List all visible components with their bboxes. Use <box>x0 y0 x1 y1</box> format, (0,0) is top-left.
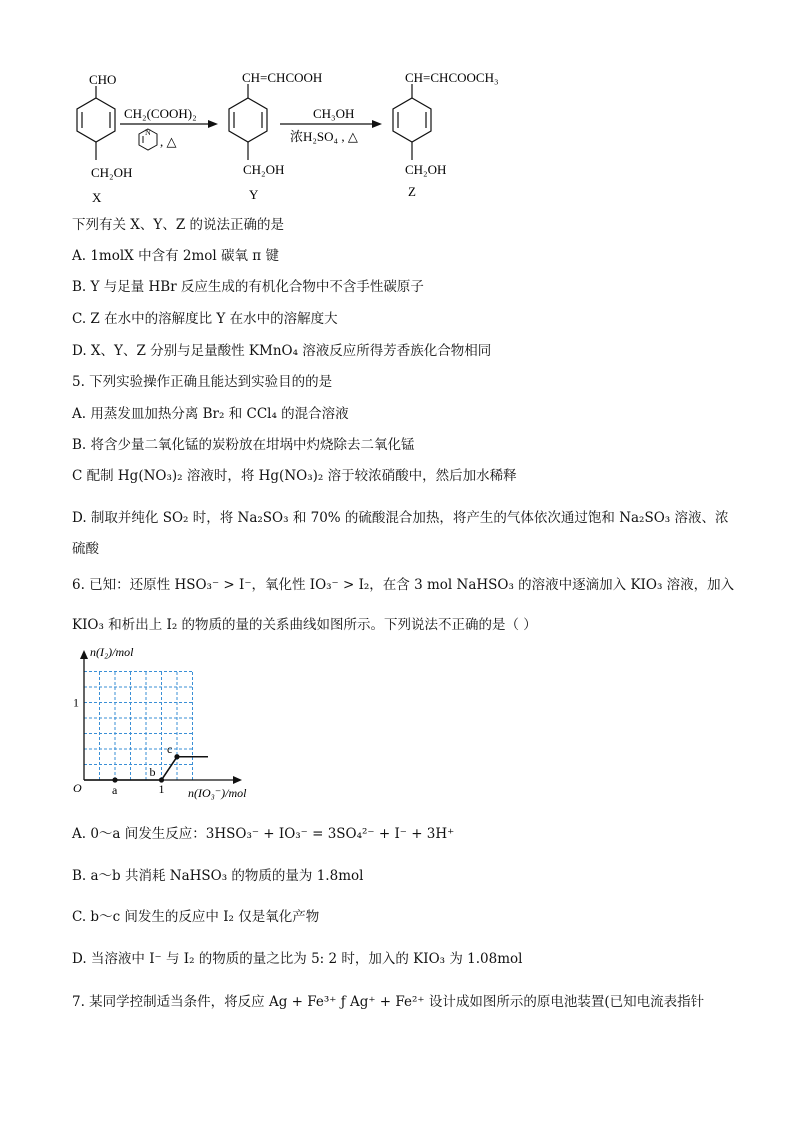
q4-option-c: C. Z 在水中的溶解度比 Y 在水中的溶解度大 <box>72 311 338 327</box>
q5-stem: 5. 下列实验操作正确且能达到实验目的的是 <box>72 374 333 390</box>
benzene-ring-x <box>77 86 115 160</box>
q6-option-c: C. b～c 间发生的反应中 I₂ 仅是氧化产物 <box>72 909 320 925</box>
chart-grid <box>84 672 193 781</box>
benzene-ring-y <box>229 84 267 160</box>
x-bottom-group: CH₂OH <box>91 165 133 180</box>
q5-option-b: B. 将含少量二氧化锰的炭粉放在坩埚中灼烧除去二氧化锰 <box>72 437 415 453</box>
point-label-b: b <box>149 765 156 779</box>
point-c <box>174 754 179 759</box>
q4-option-a: A. 1molX 中含有 2mol 碳氧 π 键 <box>72 248 279 264</box>
x-tick-label: 1 <box>158 782 165 796</box>
z-bottom-group: CH₂OH <box>405 162 447 177</box>
y-top-group: CH=CHCOOH <box>242 70 323 85</box>
point-label-c: c <box>167 741 173 756</box>
q6-stem-line1: 6. 已知：还原性 HSO₃⁻ > I⁻，氧化性 IO₃⁻ > I₂，在含 3 mol NaHSO₃ 的溶液中逐滴加入 KIO₃ 溶液，加入 <box>72 577 735 593</box>
y-tick-label: 1 <box>73 695 79 710</box>
reaction-scheme-drawing <box>0 0 794 210</box>
q5-option-c: C 配制 Hg(NO₃)₂ 溶液时，将 Hg(NO₃)₂ 溶于较浓硝酸中，然后加水稀释 <box>72 468 517 484</box>
reagent-2-top: CH₃OH <box>313 106 355 121</box>
q4-option-b: B. Y 与足量 HBr 反应生成的有机化合物中不含手性碳原子 <box>72 279 424 295</box>
y-bottom-group: CH₂OH <box>243 162 285 177</box>
q7-stem-line1: 7. 某同学控制适当条件，将反应 Ag + Fe³⁺ ƒ Ag⁺ + Fe²⁺ 设计成如图所示的原电池装置(已知电流表指针 <box>72 994 705 1010</box>
z-label: Z <box>408 184 416 199</box>
origin-label: O <box>73 781 82 795</box>
q6-option-a: A. 0～a 间发生反应：3HSO₃⁻ + IO₃⁻ = 3SO₄²⁻ + I⁻ + 3H⁺ <box>72 826 455 842</box>
i2-amount-chart <box>60 640 280 810</box>
reagent-2-bottom: 浓H₂SO₄ , △ <box>290 129 358 144</box>
q4-option-d: D. X、Y、Z 分别与足量酸性 KMnO₄ 溶液反应所得芳香族化合物相同 <box>72 343 492 359</box>
x-axis-label: n(IO₃⁻)/mol <box>188 786 247 800</box>
x-label: X <box>92 190 102 205</box>
q6-option-d: D. 当溶液中 I⁻ 与 I₂ 的物质的量之比为 5: 2 时，加入的 KIO₃ 为 1.08mol <box>72 951 523 967</box>
point-a <box>112 777 117 782</box>
q6-option-b: B. a～b 共消耗 NaHSO₃ 的物质的量为 1.8mol <box>72 868 364 884</box>
benzene-ring-z <box>393 84 431 160</box>
x-axis-arrow <box>233 776 242 784</box>
y-label: Y <box>249 187 259 202</box>
reagent-1-top: CH₂(COOH)₂ <box>124 106 197 121</box>
q4-stem: 下列有关 X、Y、Z 的说法正确的是 <box>72 217 284 233</box>
point-label-a: a <box>112 783 118 797</box>
z-top-group: CH=CHCOOCH₃ <box>405 70 499 85</box>
svg-text:N: N <box>145 128 151 137</box>
q5-option-d-line2: 硫酸 <box>72 541 99 557</box>
q5-option-a: A. 用蒸发皿加热分离 Br₂ 和 CCl₄ 的混合溶液 <box>72 406 349 422</box>
reagent-1-bottom: , △ <box>160 134 177 149</box>
y-axis-arrow <box>80 650 88 659</box>
q6-stem-line2: KIO₃ 和析出上 I₂ 的物质的量的关系曲线如图所示。下列说法不正确的是（ ） <box>72 617 537 633</box>
y-axis-label: n(I₂)/mol <box>90 645 134 659</box>
q5-option-d-line1: D. 制取并纯化 SO₂ 时，将 Na₂SO₃ 和 70% 的硫酸混合加热，将产生的气体依次通过饱和 Na₂SO₃ 溶液、浓 <box>72 510 729 526</box>
x-top-group: CHO <box>89 72 117 87</box>
